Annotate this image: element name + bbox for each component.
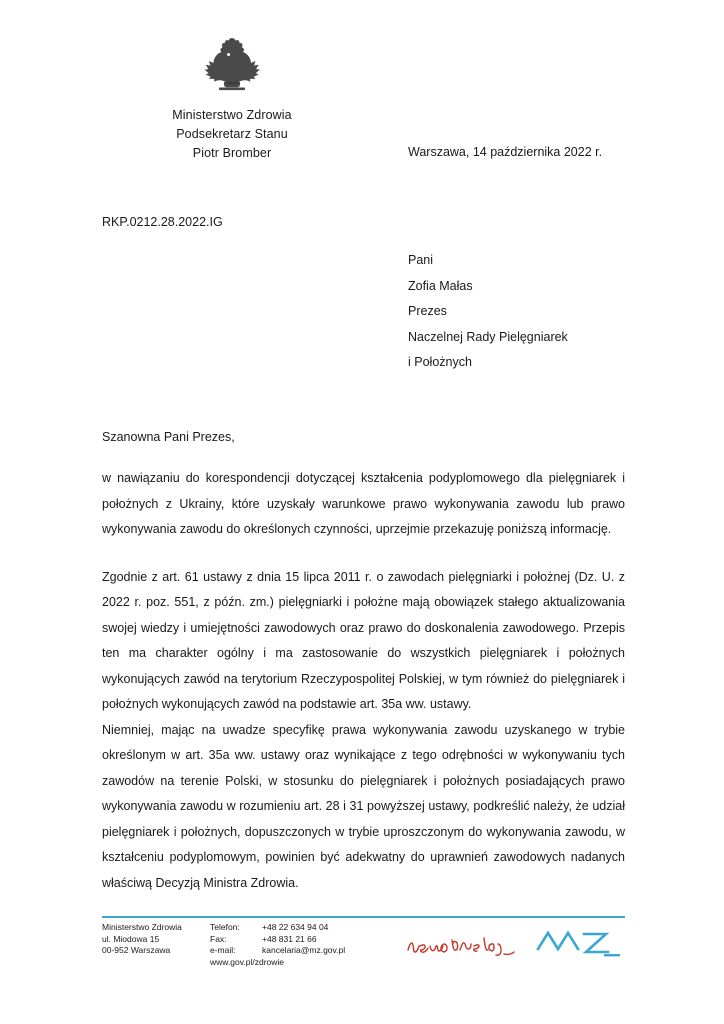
addressee-line-organization-cont: i Położnych bbox=[408, 355, 472, 369]
niepodlegla-logo-icon bbox=[404, 928, 524, 962]
addressee-line-title: Pani bbox=[408, 253, 434, 267]
footer-contact-email bbox=[210, 945, 345, 957]
letterhead bbox=[102, 34, 362, 163]
footer-contact-email-value[interactable]: kancelaria@mz.gov.pl bbox=[262, 945, 346, 955]
addressee-line-organization: Naczelnej Rady Pielęgniarek bbox=[408, 329, 568, 344]
footer-address bbox=[102, 922, 182, 957]
paragraph-1: w nawiązaniu do korespondencji dotyczącej kształcenia podyplomowego dla pielęgniarek i położnych z Ukrainy, które uzyskały warunkowe prawo wykonywania zawodu lub prawo wykonywania zawodu do określonych czynności, uprzejmie przekazuję poniższą informację. bbox=[102, 471, 625, 536]
paragraph-2: Zgodnie z art. 61 ustawy z dnia 15 lipca 2011 r. o zawodach pielęgniarki i położnej (Dz. U. z 2022 r. poz. 551, z późn. zm.) pielęgniarki i położne mają obowiązek stałego aktualizowania swojej wiedzy i umiejętności zawodowych oraz prawo do doskonalenia zawodowego. Przepis ten ma charakter ogólny i ma zastosowanie do wszystkich pielęgniarek i położnych wykonujących zawód na terytorium Rzeczypospolitej Polskiej, w tym również do pielęgniarek i położnych wykonujących zawód na podstawie art. 35a ww. ustawy. bbox=[102, 569, 625, 711]
reference-number: RKP.0212.28.2022.IG bbox=[102, 215, 223, 229]
salutation: Szanowna Pani Prezes, bbox=[102, 430, 235, 444]
paragraph-3: Niemniej, mając na uwadze specyfikę prawa wykonywania zawodu uzyskanego w trybie określonym w art. 35a ww. ustawy oraz wynikające z tego odrębności w wykonywaniu tych zawodów na terenie Polski, w stosunku do pielęgniarek i położnych posiadających prawo wykonywania zawodu w rozumieniu art. 28 i 31 powyższej ustawy, podkreślić należy, że udział pielęgniarek i położnych, dopuszczonych w trybie uproszczonym do wykonywania zawodu, w kształceniu podyplomowym, powinien być adekwatny do uprawnień zawodowych nadanych właściwą Decyzją Ministra Zdrowia. bbox=[102, 722, 625, 890]
letterhead-line-position: Podsekretarz Stanu bbox=[176, 127, 288, 141]
footer-contact-phone-value: +48 22 634 94 04 bbox=[262, 922, 329, 932]
footer-contact-fax-value: +48 831 21 66 bbox=[262, 933, 317, 944]
footer-address-line-2: ul. Miodowa 15 bbox=[102, 933, 160, 944]
footer-contact-fax bbox=[210, 934, 345, 946]
footer-address-line-3: 00-952 Warszawa bbox=[102, 945, 171, 955]
footer bbox=[102, 922, 625, 982]
addressee-block bbox=[408, 248, 568, 376]
footer-contact-fax-label: Fax: bbox=[210, 933, 227, 944]
letterhead-line-ministry: Ministerstwo Zdrowia bbox=[172, 108, 292, 122]
addressee-line-role: Prezes bbox=[408, 304, 447, 318]
footer-contact-phone-label: Telefon: bbox=[210, 922, 240, 932]
footer-website[interactable]: www.gov.pl/zdrowie bbox=[210, 956, 285, 967]
polish-eagle-emblem-icon bbox=[202, 34, 262, 98]
place-and-date: Warszawa, 14 października 2022 r. bbox=[408, 145, 603, 159]
ministry-of-health-logo-icon bbox=[534, 924, 626, 964]
footer-address-line-1: Ministerstwo Zdrowia bbox=[102, 922, 182, 932]
letterhead-line-name: Piotr Bromber bbox=[192, 146, 272, 160]
addressee-line-name: Zofia Małas bbox=[408, 278, 473, 293]
letter-body bbox=[102, 466, 625, 896]
footer-divider bbox=[102, 916, 625, 918]
footer-contacts bbox=[210, 922, 345, 968]
footer-contact-email-label: e-mail: bbox=[210, 945, 236, 955]
footer-contact-phone bbox=[210, 922, 345, 934]
